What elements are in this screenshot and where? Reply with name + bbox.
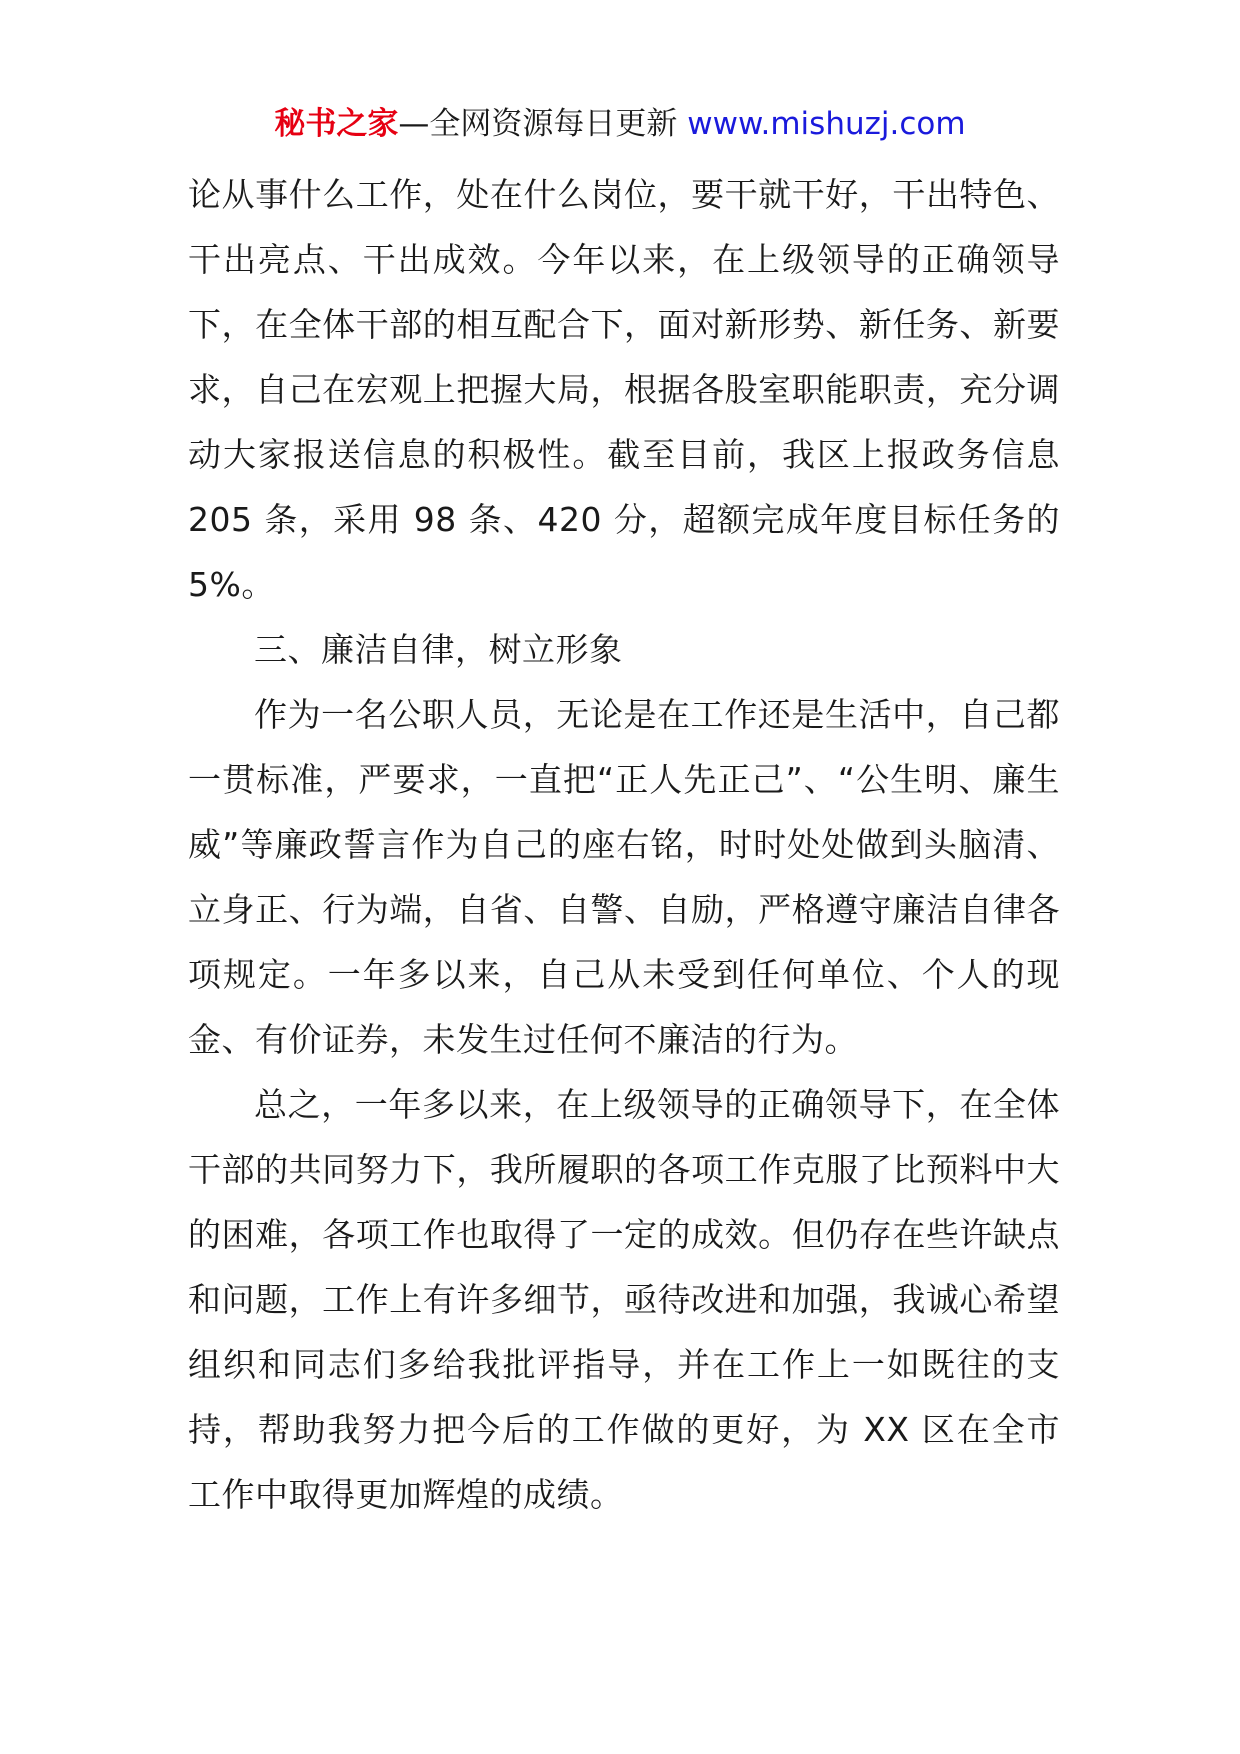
paragraph-work-results: 论从事什么工作，处在什么岗位，要干就干好，干出特色、干出亮点、干出成效。今年以来，在上级领导的正确领导下，在全体干部的相互配合下，面对新形势、新任务、新要求，自己在宏观上把握大局，根据各股室职能职责，充分调动大家报送信息的积极性。截至目前，我区上报政务信息 205 条，采用 98 条、420 分，超额完成年度目标任务的 5%。 (188, 175, 1060, 604)
document-body (188, 162, 1060, 1527)
section-heading-integrity: 三、廉洁自律，树立形象 (254, 630, 623, 669)
header-tagline: —全网资源每日更新 (398, 106, 688, 142)
paragraph-conclusion: 总之，一年多以来，在上级领导的正确领导下，在全体干部的共同努力下，我所履职的各项工作克服了比预料中大的困难，各项工作也取得了一定的成效。但仍存在些许缺点和问题，工作上有许多细节，亟待改进和加强，我诚心希望组织和同志们多给我批评指导，并在工作上一如既往的支持，帮助我努力把今后的工作做的更好，为 XX 区在全市工作中取得更加辉煌的成绩。 (188, 1085, 1060, 1514)
header-url-link[interactable]: www.mishuzj.com (687, 106, 966, 142)
brand-name: 秘书之家 (274, 106, 399, 142)
paragraph-integrity: 作为一名公职人员，无论是在工作还是生活中，自己都一贯标准，严要求，一直把“正人先正己”、“公生明、廉生威”等廉政誓言作为自己的座右铭，时时处处做到头脑清、立身正、行为端，自省、自警、自励，严格遵守廉洁自律各项规定。一年多以来，自己从未受到任何单位、个人的现金、有价证券，未发生过任何不廉洁的行为。 (188, 695, 1060, 1059)
page-header (0, 102, 1240, 146)
